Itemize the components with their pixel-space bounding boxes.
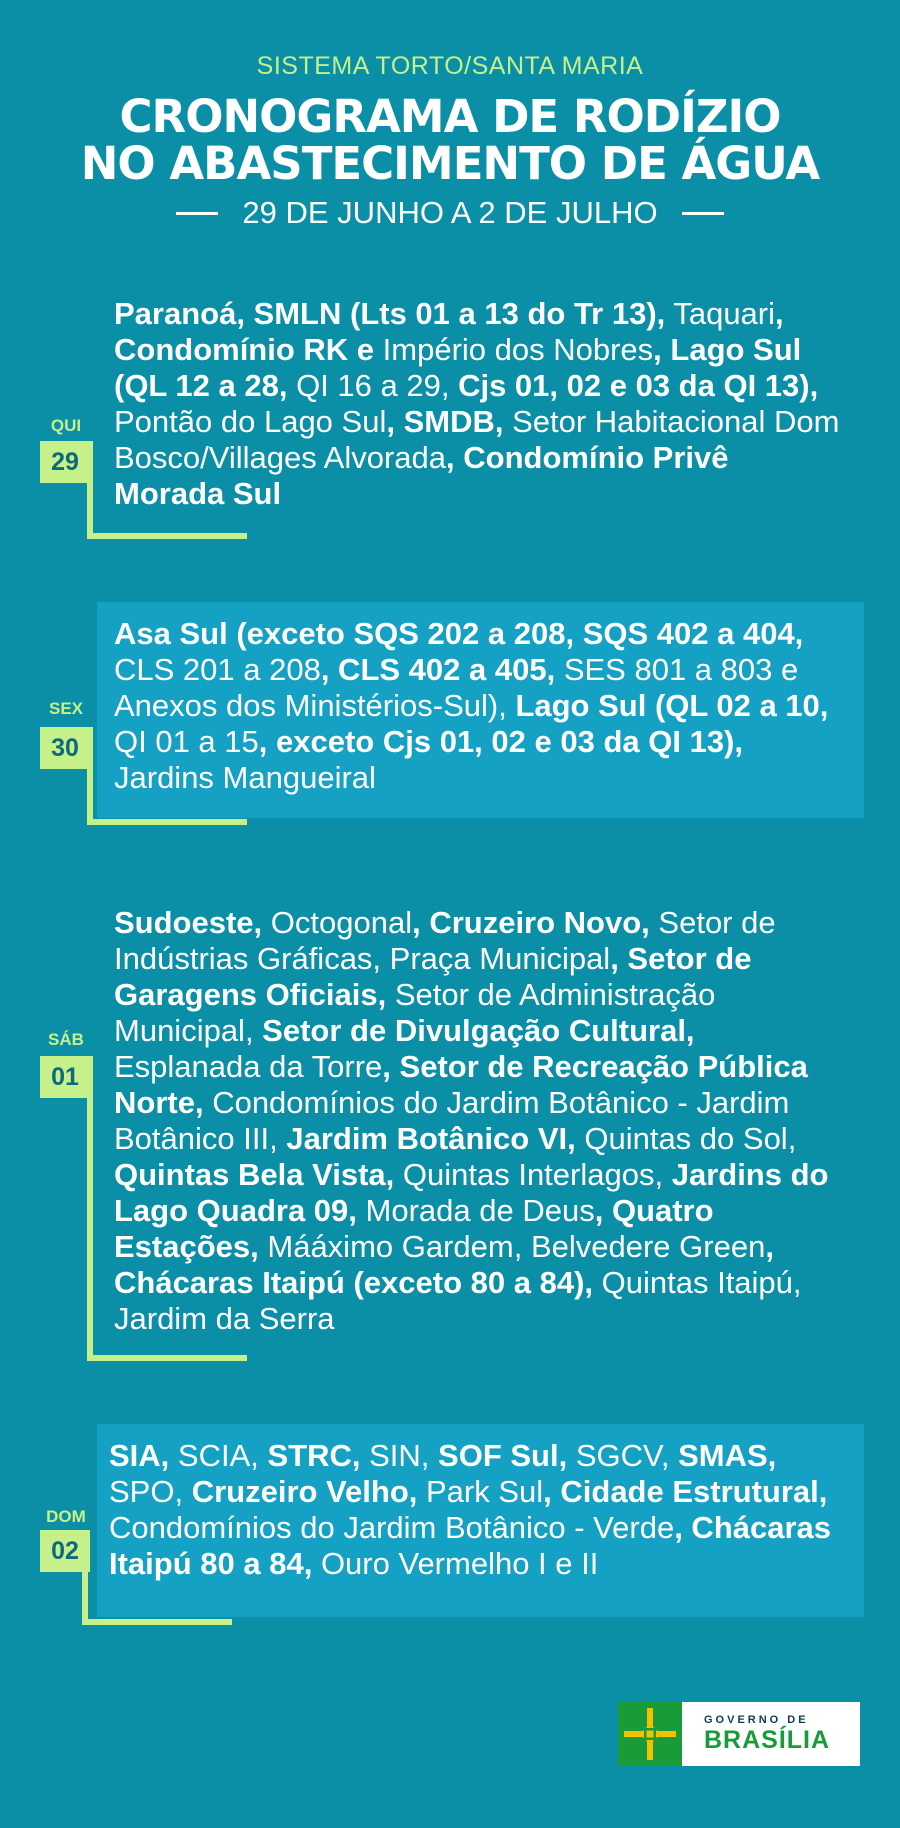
area-name: Quintas Itaipú, Jardim da Serra [114,1265,802,1336]
area-name-bold: Asa Sul (exceto SQS 202 a 208, SQS 402 a 404, [114,616,804,651]
area-name-bold: Jardim Botânico VI, [277,1121,576,1156]
area-name: Condomínios do Jardim Botânico - Verde [109,1510,675,1545]
area-name: Mááximo Gardem, Belvedere Green [258,1229,766,1264]
area-name: Império dos Nobres [374,332,654,367]
area-name: Esplanada da Torre [114,1049,383,1084]
area-name: Taquari [665,296,776,331]
area-name-bold: , exceto Cjs 01, 02 e 03 da QI 13), [258,724,743,759]
area-name: Pontão do Lago Sul [114,404,387,439]
area-name-bold: , Chácaras Itaipú (exceto 80 a 84), [114,1229,774,1300]
area-name-bold: , Setor de Recreação Pública Norte, [114,1049,808,1120]
area-name-bold: Condomínio RK e [114,332,375,367]
area-name-bold: Jardins do Lago Quadra 09, [114,1157,829,1228]
weekday-label: QUI [50,416,82,435]
area-name: CLS 201 a 208 [114,652,321,687]
bracket-line [87,727,93,825]
brasilia-flag-icon [618,1702,682,1766]
area-name: Setor de Administração Municipal, [114,977,716,1048]
date-range-text: 29 DE JUNHO A 2 DE JULHO [242,195,658,230]
area-name: Jardins Mangueiral [114,760,376,795]
system-name: SISTEMA TORTO/SANTA MARIA [256,52,644,80]
day-number: 30 [40,727,90,769]
day-areas [97,891,864,1336]
area-name-bold: , Lago Sul (QL 12 a 28, [114,332,802,403]
area-name-bold: SOF Sul, [429,1438,568,1473]
weekday-label: SÁB [48,1030,84,1049]
header [0,52,900,231]
area-name: Ouro Vermelho I e II [312,1546,599,1581]
day-areas [97,282,864,522]
area-name: SCIA, [169,1438,259,1473]
area-name: SES 801 a 803 e Anexos dos Ministérios-Sul), [114,652,799,723]
bracket-line [87,819,247,825]
logo-text [682,1702,860,1766]
title-line-1: CRONOGRAMA DE RODÍZIO [119,90,781,143]
weekday-label: DOM [46,1507,86,1526]
page-title [0,90,900,190]
area-name-bold: , Chácaras Itaipú 80 a 84, [109,1510,832,1581]
bracket-line [87,533,247,539]
area-name-bold: , Condomínio Privê Morada Sul [114,440,729,511]
area-name-bold: , SMDB, [386,404,504,439]
area-name: Condomínios do Jardim Botânico - Jardim Botânico III, [114,1085,790,1156]
area-name: QI 01 a 15 [114,724,259,759]
area-name-bold: Cjs 01, 02 e 03 da QI 13), [449,368,819,403]
day-number: 02 [40,1530,90,1572]
weekday-label: SEX [48,699,84,718]
area-name-bold: STRC, [258,1438,361,1473]
area-name: Morada de Deus [356,1193,595,1228]
area-name: Setor de Indústrias Gráficas, Praça Municipal [114,905,776,976]
area-name-bold: Lago Sul (QL 02 a 10, [506,688,829,723]
day-areas [97,1424,864,1617]
logo-big-text: BRASÍLIA [704,1726,831,1754]
area-name: Quintas Interlagos, [394,1157,664,1192]
area-name-bold: Cruzeiro Velho, [183,1474,418,1509]
area-name: SGCV, [567,1438,670,1473]
day-number: 29 [40,441,90,483]
area-name-bold: Sudoeste, [114,905,263,940]
area-name: SIN, [360,1438,430,1473]
area-name-bold: SIA, [109,1438,170,1473]
area-name: Park Sul [417,1474,544,1509]
area-name-bold: , [775,296,784,331]
area-name-bold: , Cidade Estrutural, [543,1474,828,1509]
bracket-line [82,1619,232,1625]
area-name: QI 16 a 29, [287,368,450,403]
bracket-line [82,1530,88,1625]
bracket-line [87,1355,247,1361]
right-dash [682,212,724,215]
day-number: 01 [40,1056,90,1098]
area-name-bold: , Quatro Estações, [114,1193,714,1264]
area-name: Quintas do Sol, [575,1121,797,1156]
area-name: Octogonal [262,905,413,940]
area-name-bold: Paranoá, SMLN (Lts 01 a 13 do Tr 13), [114,296,666,331]
title-line-2: NO ABASTECIMENTO DE ÁGUA [80,137,820,190]
left-dash [176,212,218,215]
day-areas [97,602,864,818]
area-name-bold: Setor de Divulgação Cultural, [253,1013,695,1048]
governo-de-brasilia-logo [618,1702,860,1766]
area-name-bold: , Setor de Garagens Oficiais, [114,941,752,1012]
bracket-line [87,441,93,539]
bracket-line [87,1056,93,1361]
area-name-bold: Quintas Bela Vista, [114,1157,395,1192]
area-name-bold: SMAS, [669,1438,777,1473]
date-range [0,195,900,231]
area-name: Setor Habitacional Dom Bosco/Villages Alvorada [114,404,840,475]
logo-small-text: GOVERNO DE [704,1714,809,1726]
area-name-bold: , Cruzeiro Novo, [412,905,650,940]
area-name: SPO, [109,1474,184,1509]
area-name-bold: , CLS 402 a 405, [320,652,556,687]
